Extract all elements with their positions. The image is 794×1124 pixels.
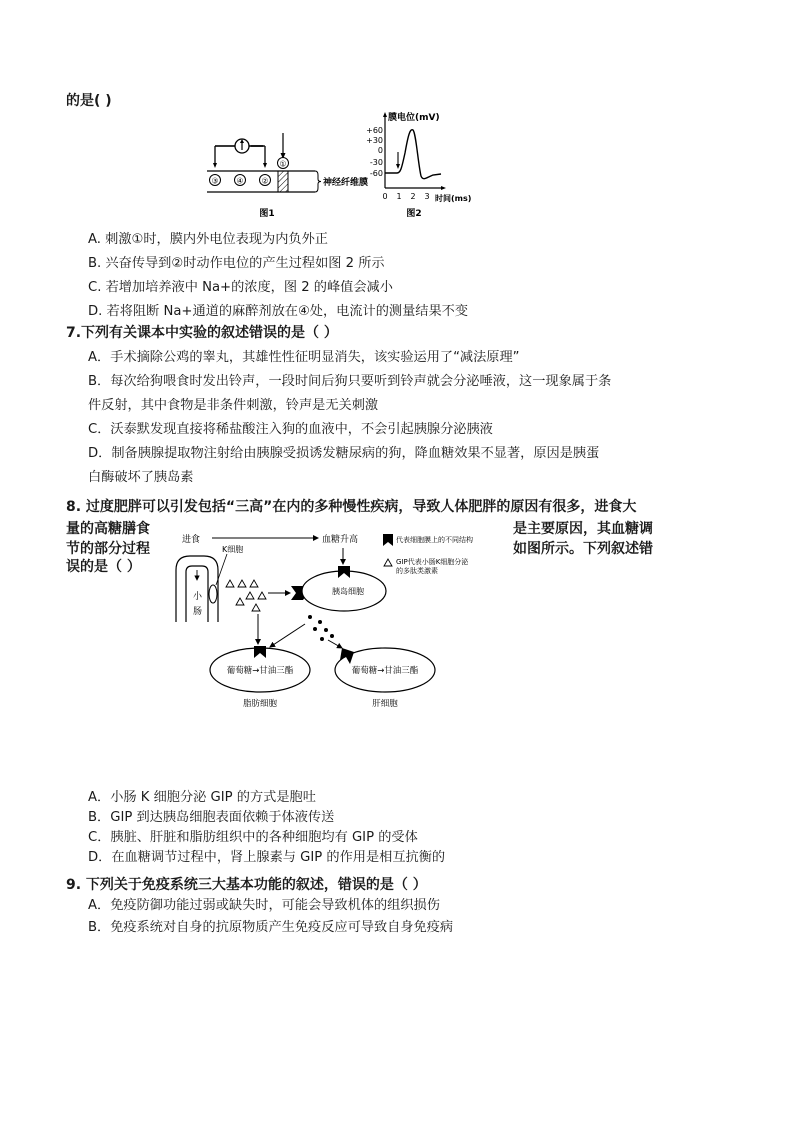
q8-line2-left: 量的高糖膳食 — [66, 521, 150, 537]
action-potential-curve — [385, 130, 441, 179]
q6-figure — [205, 108, 475, 223]
q8-option-c: C．胰脏、肝脏和脂肪组织中的各种细胞均有 GIP 的受体 — [88, 830, 418, 845]
intestine-label-1: 小 — [193, 592, 203, 602]
fig2-caption: 图2 — [406, 209, 422, 219]
y-axis-title: 膜电位(mV) — [388, 113, 440, 123]
legend-receptor-text: 代表细胞膜上的不同结构 — [396, 536, 473, 544]
circle-1: ① — [279, 159, 287, 169]
xtick-0: 0 — [382, 192, 388, 201]
xtick-2: 2 — [410, 192, 416, 201]
fig1-caption: 图1 — [259, 209, 275, 219]
gip-triangles — [226, 580, 266, 611]
q6-option-b: B. 兴奋传导到②时动作电位的产生过程如图 2 所示 — [88, 256, 385, 271]
q8-line2-right: 是主要原因，其血糖调 — [513, 521, 653, 537]
q8-line1: 8. 过度肥胖可以引发包括“三高”在内的多种慢性疾病，导致人体肥胖的原因有很多，进食大 — [66, 499, 637, 515]
q6-option-c: C. 若增加培养液中 Na+的浓度，图 2 的峰值会减小 — [88, 280, 393, 295]
legend-gip-text-1: GIP代表小肠K细胞分泌 — [396, 558, 469, 566]
fat-glucose-label: 葡萄糖→甘油三酯 — [226, 666, 294, 676]
receptor-legend-icon — [383, 534, 393, 546]
q8-option-b: B．GIP 到达胰岛细胞表面依赖于体液传送 — [88, 810, 335, 825]
q9-stem: 9. 下列关于免疫系统三大基本功能的叙述，错误的是（ ） — [66, 877, 427, 893]
q7-option-b-cont: 件反射，其中食物是非条件刺激，铃声是无关刺激 — [88, 398, 379, 413]
q7-option-b: B．每次给狗喂食时发出铃声，一段时间后狗只要听到铃声就会分泌唾液，这一现象属于条 — [88, 374, 612, 389]
eat-label: 进食 — [182, 535, 201, 545]
insulin-dots — [308, 615, 334, 641]
q6-stem-tail: 的是( ) — [66, 93, 112, 109]
circle-4: ④ — [236, 176, 244, 186]
blood-sugar-label: 血糖升高 — [322, 535, 359, 545]
fat-cell-label: 脂肪细胞 — [242, 699, 278, 709]
k-cell-label: K细胞 — [222, 545, 244, 554]
q8-line3-left: 节的部分过程 — [66, 541, 150, 557]
q8-option-d: D．在血糖调节过程中，肾上腺素与 GIP 的作用是相互抗衡的 — [88, 850, 446, 865]
q6-option-a: A. 刺激①时，膜内外电位表现为内负外正 — [88, 232, 328, 247]
q7-option-d: D．制备胰腺提取物注射给由胰腺受损诱发糖尿病的狗，降血糖效果不显著，原因是胰蛋 — [88, 446, 600, 461]
ytick-p60: +60 — [366, 126, 383, 135]
q7-stem: 7.下列有关课本中实验的叙述错误的是（ ） — [66, 325, 338, 341]
q9-option-a: A．免疫防御功能过弱或缺失时，可能会导致机体的组织损伤 — [88, 898, 440, 913]
ytick-0: 0 — [377, 146, 383, 155]
circle-2: ② — [261, 176, 269, 186]
q7-option-d-cont: 白酶破坏了胰岛素 — [88, 470, 194, 485]
q8-option-a: A．小肠 K 细胞分泌 GIP 的方式是胞吐 — [88, 790, 316, 805]
xtick-3: 3 — [424, 192, 430, 201]
q6-option-d: D. 若将阻断 Na+通道的麻醉剂放在④处，电流计的测量结果不变 — [88, 304, 469, 319]
islet-label: 胰岛细胞 — [332, 587, 364, 596]
q8-line3-right: 如图所示。下列叙述错 — [513, 541, 653, 557]
q7-option-c: C．沃泰默发现直接将稀盐酸注入狗的血液中，不会引起胰腺分泌胰液 — [88, 422, 493, 437]
fig1-nerve-diagram — [207, 133, 368, 219]
x-axis-title: 时间(ms) — [435, 194, 472, 203]
liver-glucose-label: 葡萄糖→甘油三酯 — [351, 666, 419, 676]
gip-legend-icon — [384, 559, 392, 566]
ytick-m60: -60 — [369, 169, 383, 178]
q8-line4-left: 误的是（ ） — [66, 559, 141, 575]
legend-gip-text-2: 的多肽类激素 — [396, 567, 438, 575]
xtick-1: 1 — [396, 192, 402, 201]
liver-cell-label: 肝细胞 — [372, 699, 398, 709]
q7-option-a: A．手术摘除公鸡的睾丸，其雄性性征明显消失，该实验运用了“减法原理” — [88, 350, 520, 365]
q8-glucose-regulation-diagram — [160, 522, 515, 722]
membrane-label: 神经纤维膜 — [323, 178, 369, 188]
fig2-action-potential-chart — [366, 111, 471, 219]
ytick-p30: +30 — [366, 136, 383, 145]
ytick-m30: -30 — [369, 158, 383, 167]
k-cell-shape — [209, 585, 217, 603]
circle-3: ③ — [211, 176, 219, 186]
q9-option-b: B．免疫系统对自身的抗原物质产生免疫反应可导致自身免疫病 — [88, 920, 454, 935]
intestine-label-2: 肠 — [193, 607, 203, 617]
